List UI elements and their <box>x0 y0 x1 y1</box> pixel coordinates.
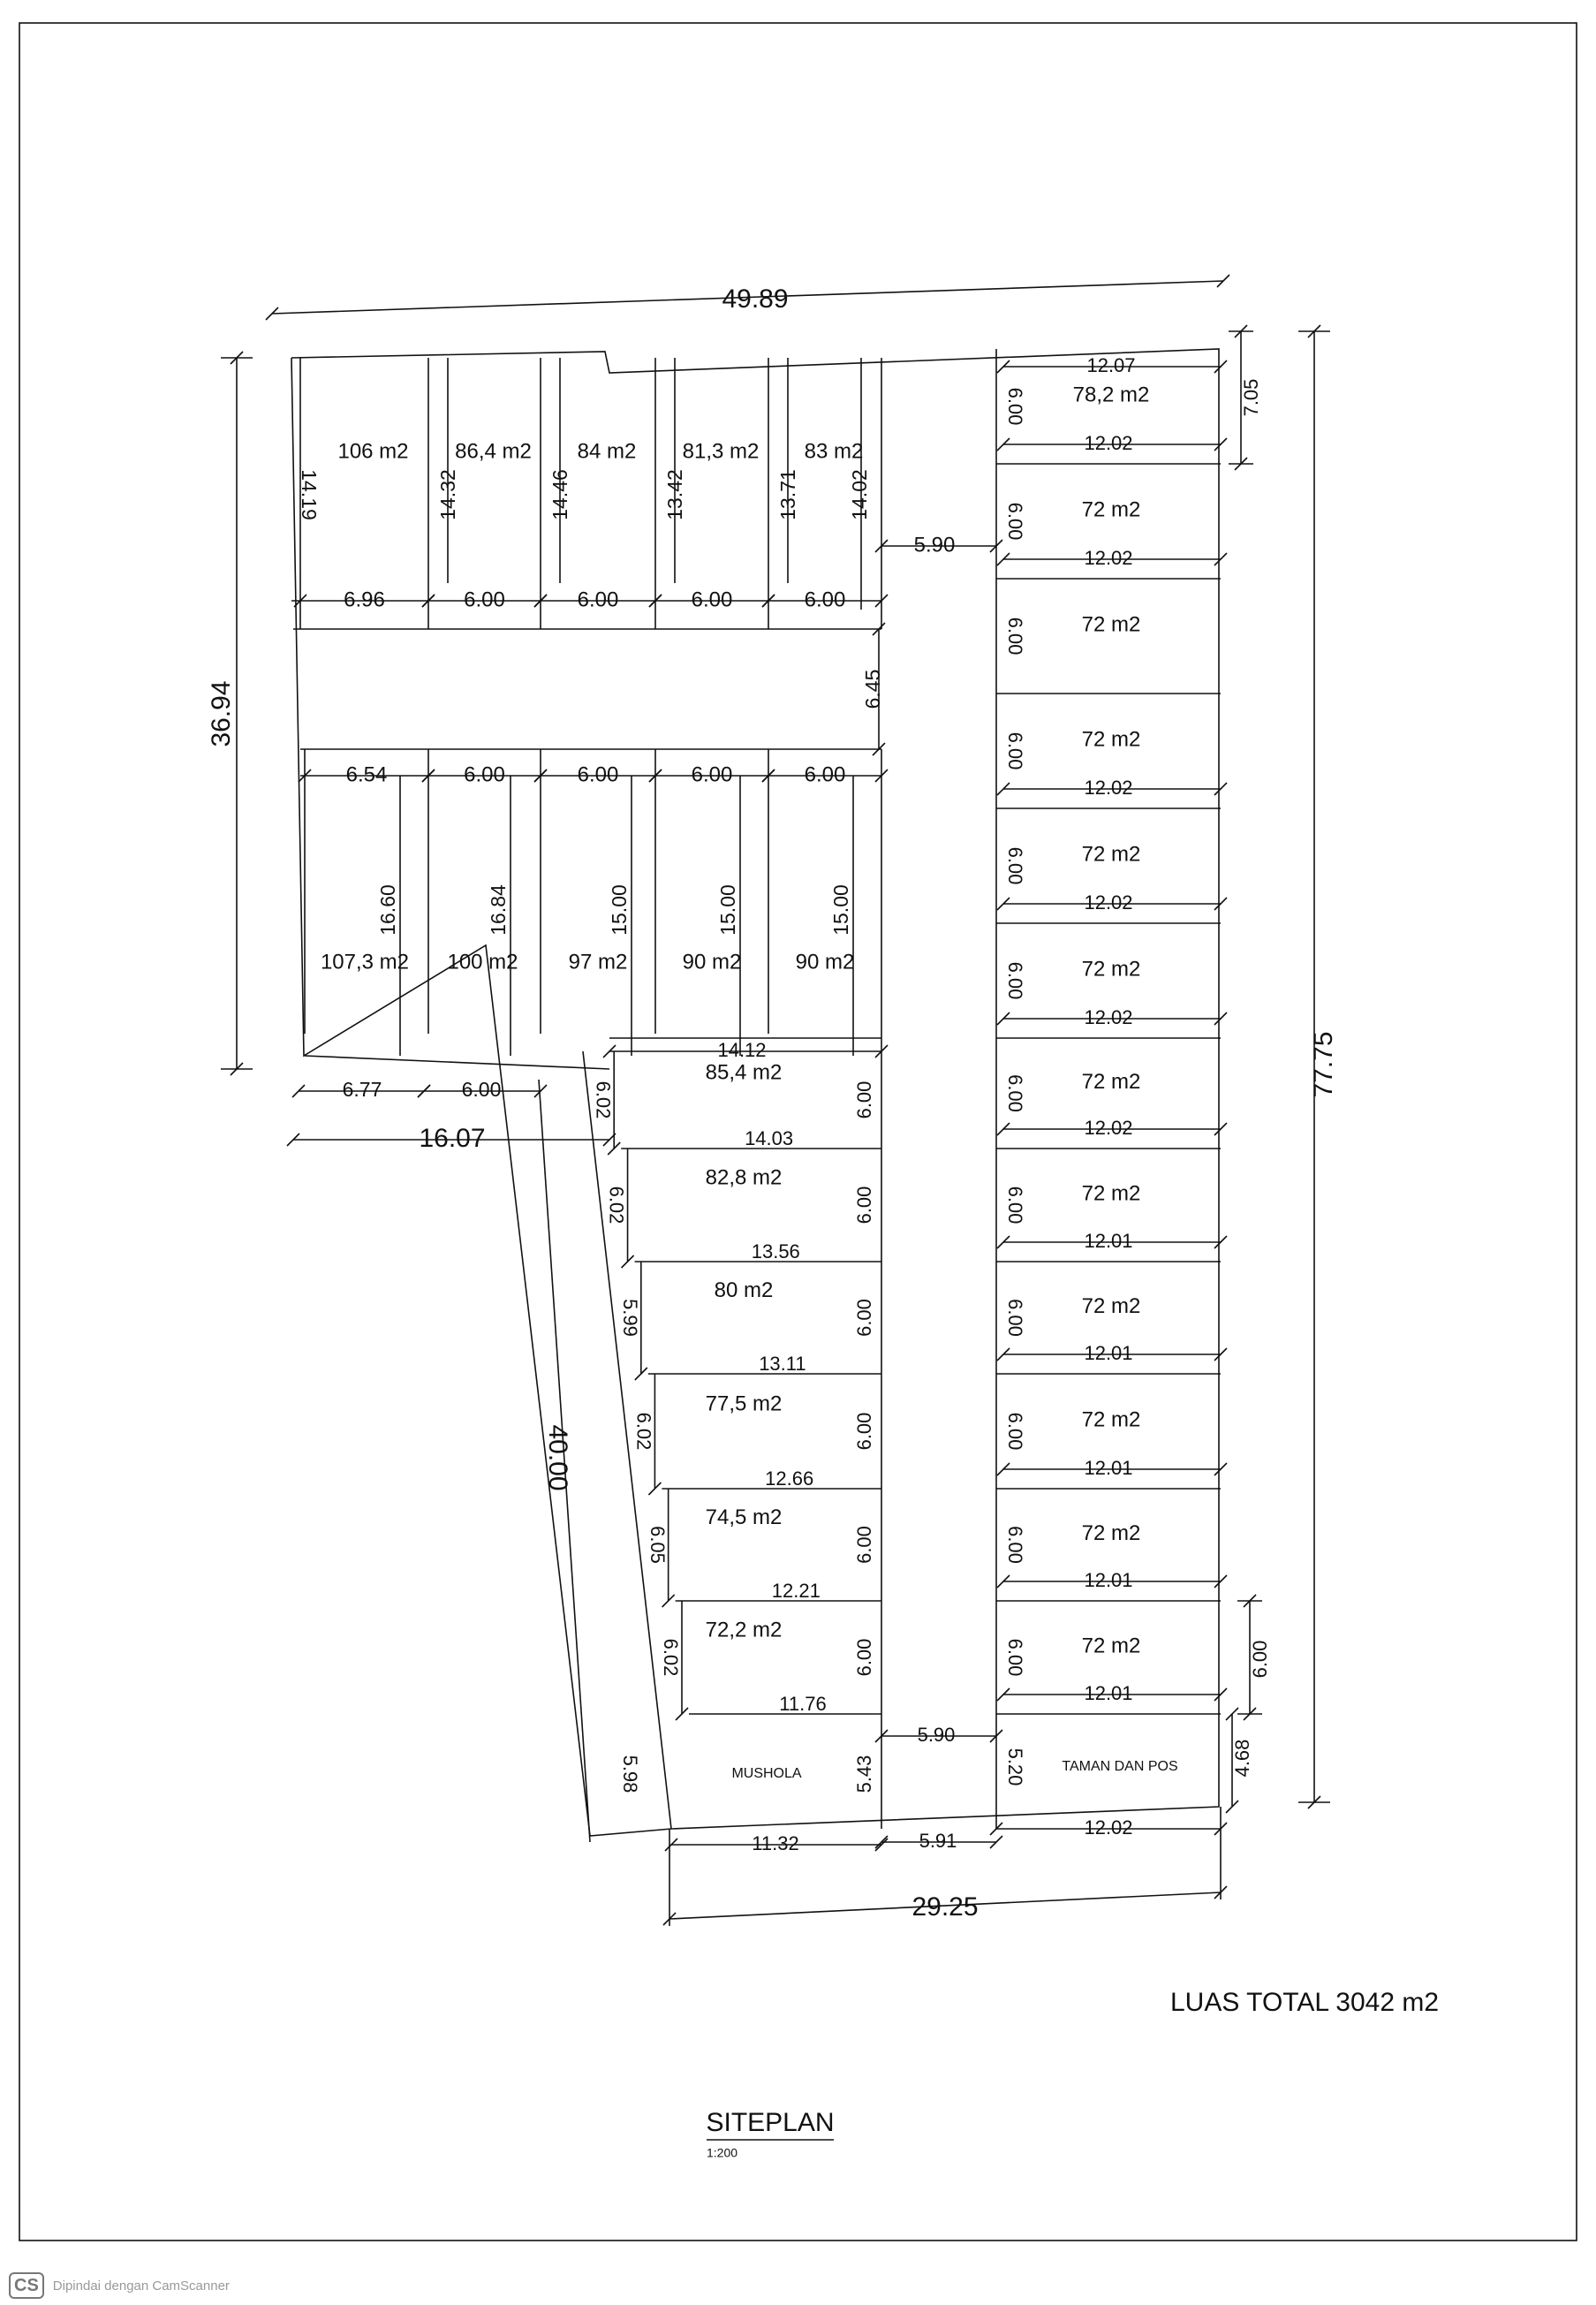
taman-label: TAMAN DAN POS <box>1062 1759 1178 1775</box>
plot-s5-area: 90 m2 <box>795 950 855 974</box>
plot-l3-bottom-width: 13.11 <box>759 1352 806 1375</box>
plot-r1-top-width: 12.07 <box>1086 353 1136 376</box>
plot-r4-area: 72 m2 <box>1081 727 1141 752</box>
plot-t5-depth: 13.71 <box>776 469 800 520</box>
plot-r12-side: 6.00 <box>1248 1640 1271 1679</box>
siteplan-scale: 1:200 <box>707 2145 738 2160</box>
plot-l1-area: 85,4 m2 <box>705 1060 783 1085</box>
plot-r2-area: 72 m2 <box>1081 497 1141 522</box>
plot-r9-bottom-width: 12.01 <box>1084 1341 1133 1364</box>
plot-l1-bottom-width: 14.03 <box>745 1126 794 1149</box>
plot-s2-depth: 16.84 <box>487 884 511 936</box>
plot-r1-bottom-width: 12.02 <box>1084 431 1133 454</box>
road-bottom-label: 5.90 <box>917 1723 956 1746</box>
plot-s2-width: 6.00 <box>464 762 505 787</box>
plot-l5-bottom-width: 12.21 <box>771 1579 821 1602</box>
plot-l1-top-width: 14.12 <box>717 1038 767 1061</box>
plot-r9-height: 6.00 <box>1004 1299 1027 1337</box>
plot-r8-height: 6.00 <box>1004 1186 1027 1225</box>
plot-r9-area: 72 m2 <box>1081 1293 1141 1318</box>
plot-r10-bottom-width: 12.01 <box>1084 1456 1133 1479</box>
plot-l6-height: 6.00 <box>852 1638 875 1677</box>
plot-l2-side: 6.02 <box>605 1186 628 1225</box>
scanner-caption: Dipindai dengan CamScanner <box>52 2278 230 2294</box>
plot-r3-height: 6.00 <box>1004 617 1027 656</box>
plot-r5-bottom-width: 12.02 <box>1084 891 1133 914</box>
plot-r12-area: 72 m2 <box>1081 1634 1141 1658</box>
road-between-label: 6.45 <box>861 669 885 709</box>
plot-s5-width: 6.00 <box>804 762 846 787</box>
plot-l3-area: 80 m2 <box>714 1278 774 1302</box>
total-area-label: LUAS TOTAL 3042 m2 <box>1170 1987 1440 2017</box>
mushola-height: 5.43 <box>852 1755 875 1793</box>
taman-height: 5.20 <box>1004 1748 1027 1786</box>
plot-t3-depth: 14.46 <box>548 469 572 520</box>
plot-r8-bottom-width: 12.01 <box>1084 1229 1133 1252</box>
plot-t2-area: 86,4 m2 <box>455 439 532 464</box>
plot-s2-area: 100 m2 <box>447 950 518 974</box>
plot-l2-area: 82,8 m2 <box>705 1165 783 1190</box>
plot-r4-height: 6.00 <box>1004 732 1027 770</box>
plot-t1-depth: 14.19 <box>297 469 321 520</box>
plot-s1-width: 6.54 <box>345 762 388 787</box>
plot-l2-height: 6.00 <box>852 1186 875 1225</box>
road-base-label: 5.91 <box>919 1829 957 1852</box>
plot-l6-bottom-width: 11.76 <box>779 1692 827 1715</box>
plot-r11-height: 6.00 <box>1004 1526 1027 1564</box>
plot-t4-depth: 13.42 <box>663 469 687 520</box>
plot-l4-height: 6.00 <box>852 1412 875 1451</box>
plot-l1-height: 6.00 <box>852 1080 875 1119</box>
road-top-label: 5.90 <box>913 533 956 557</box>
taman-bottom-width: 12.02 <box>1084 1816 1133 1839</box>
plot-s5-depth: 15.00 <box>829 884 853 936</box>
plot-t5-area: 83 m2 <box>804 439 864 464</box>
plot-r1-area: 78,2 m2 <box>1072 383 1150 407</box>
plot-t2-depth: 14.32 <box>436 469 460 520</box>
plot-r5-area: 72 m2 <box>1081 842 1141 867</box>
plot-l2-bottom-width: 13.56 <box>751 1240 800 1262</box>
plot-s1-depth: 16.60 <box>376 884 400 936</box>
plot-t5-width: 6.00 <box>804 588 846 612</box>
mushola-bottom-width: 11.32 <box>752 1831 799 1854</box>
plot-l5-area: 74,5 m2 <box>705 1505 783 1529</box>
plot-s4-width: 6.00 <box>691 762 733 787</box>
lower-left-label: 40.00 <box>543 1424 573 1491</box>
plot-l4-area: 77,5 m2 <box>705 1391 783 1416</box>
plot-r6-area: 72 m2 <box>1081 957 1141 982</box>
plot-t4-width: 6.00 <box>691 588 733 612</box>
drawing-frame <box>19 23 1577 2241</box>
plot-l6-side: 6.02 <box>660 1638 683 1677</box>
plot-t6-depth: 14.02 <box>848 469 872 520</box>
plot-r1-height: 6.00 <box>1004 387 1027 426</box>
plot-r7-area: 72 m2 <box>1081 1069 1141 1094</box>
plot-l5-height: 6.00 <box>852 1526 875 1564</box>
plot-r10-area: 72 m2 <box>1081 1407 1141 1432</box>
plot-s4-depth: 15.00 <box>716 884 740 936</box>
plot-r6-height: 6.00 <box>1004 961 1027 1000</box>
overall-left-label: 36.94 <box>206 680 236 747</box>
plot-l4-side: 6.02 <box>632 1412 655 1451</box>
overall-bottom-label: 29.25 <box>911 1892 979 1922</box>
plot-r10-height: 6.00 <box>1004 1412 1027 1451</box>
plot-l6-area: 72,2 m2 <box>705 1618 783 1642</box>
plot-l5-side: 6.05 <box>646 1526 669 1564</box>
overall-right-label: 77.75 <box>1308 1031 1338 1098</box>
plot-r5-height: 6.00 <box>1004 846 1027 885</box>
plot-l3-side: 5.99 <box>618 1299 641 1337</box>
overall-top-label: 49.89 <box>722 284 789 314</box>
scanner-watermark <box>9 2272 230 2299</box>
plot-s1-bottom-width: 6.77 <box>342 1078 382 1102</box>
camscanner-logo-icon: CS <box>9 2272 44 2299</box>
plot-l3-height: 6.00 <box>852 1299 875 1337</box>
plot-r1-side: 7.05 <box>1239 378 1262 417</box>
plot-r3-area: 72 m2 <box>1081 612 1141 637</box>
plot-t3-area: 84 m2 <box>577 439 637 464</box>
plot-r2-height: 6.00 <box>1004 502 1027 541</box>
mushola-label: MUSHOLA <box>731 1766 802 1782</box>
siteplan-title: SITEPLAN <box>706 2107 835 2137</box>
plot-r12-bottom-width: 12.01 <box>1084 1681 1133 1704</box>
plot-r7-height: 6.00 <box>1004 1074 1027 1112</box>
plot-s3-area: 97 m2 <box>568 950 628 974</box>
plot-r6-bottom-width: 12.02 <box>1084 1005 1133 1028</box>
taman-side: 4.68 <box>1230 1739 1253 1778</box>
plot-r2-bottom-width: 12.02 <box>1084 546 1133 569</box>
plot-r4-bottom-width: 12.02 <box>1084 776 1133 799</box>
plot-r11-area: 72 m2 <box>1081 1520 1141 1545</box>
mushola-side: 5.98 <box>619 1755 642 1793</box>
plot-r12-height: 6.00 <box>1004 1638 1027 1677</box>
plot-r8-area: 72 m2 <box>1081 1181 1141 1206</box>
plot-l4-bottom-width: 12.66 <box>765 1467 814 1490</box>
plot-s3-width: 6.00 <box>577 762 619 787</box>
plot-t1-width: 6.96 <box>344 588 385 612</box>
plot-s1-area: 107,3 m2 <box>320 950 410 974</box>
plot-r11-bottom-width: 12.01 <box>1084 1568 1133 1591</box>
plot-s3-depth: 15.00 <box>608 884 632 936</box>
plot-s4-area: 90 m2 <box>682 950 742 974</box>
plot-t1-area: 106 m2 <box>337 439 409 464</box>
plot-s2-bottom-width: 6.00 <box>461 1078 502 1102</box>
plot-r7-bottom-width: 12.02 <box>1084 1116 1133 1139</box>
plot-t2-width: 6.00 <box>464 588 505 612</box>
mid-step-label: 16.07 <box>419 1123 486 1153</box>
plot-t4-area: 81,3 m2 <box>682 439 760 464</box>
plot-t3-width: 6.00 <box>577 588 619 612</box>
plot-l1-side: 6.02 <box>592 1080 615 1119</box>
